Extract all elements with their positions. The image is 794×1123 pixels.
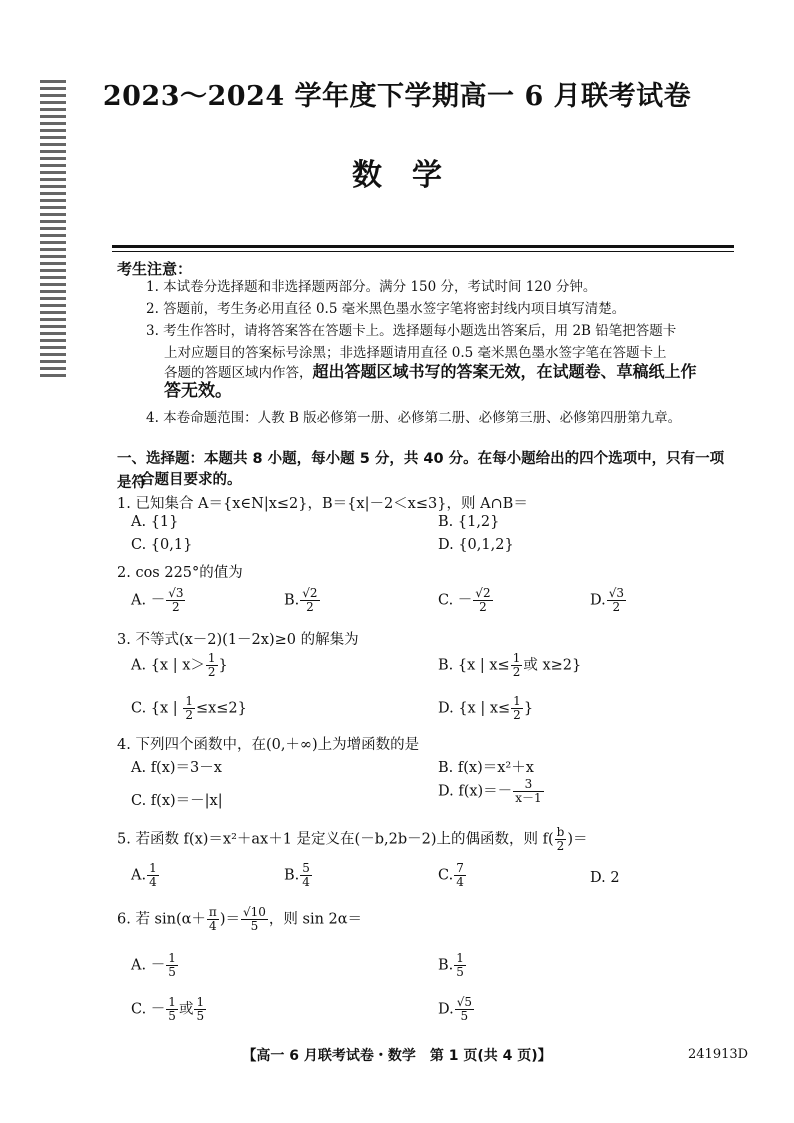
note-2: 2. 答题前，考生务必用直径 0.5 毫米黑色墨水签字笔将密封线内项目填写清楚。 <box>146 301 626 317</box>
q4-option-d <box>438 778 545 805</box>
frac-den: 2 <box>513 708 521 722</box>
frac-den: 2 <box>512 665 521 679</box>
frac-num: 1 <box>168 951 176 965</box>
q6-d-frac <box>455 996 474 1023</box>
q6-stem-mid: )＝ <box>219 911 240 928</box>
q3-c-post: ≤x≤2} <box>195 700 247 717</box>
frac-den: 4 <box>149 875 157 889</box>
frac-den: 2 <box>207 665 216 679</box>
q2-option-b <box>284 587 321 614</box>
q5-option-d: D. 2 <box>590 870 620 886</box>
frac-num: 1 <box>168 995 176 1009</box>
frac-den: 2 <box>612 600 621 614</box>
q1-option-d: D. {0,1,2} <box>438 537 514 553</box>
q2-c-frac <box>473 587 492 614</box>
frac-num: √2 <box>302 586 318 600</box>
q3-option-b <box>438 652 581 679</box>
q2-c-label: C. － <box>438 592 473 609</box>
q5-option-a <box>131 862 160 889</box>
frac-num: √2 <box>475 586 491 600</box>
q2-option-a <box>131 587 186 614</box>
notes-heading: 考生注意： <box>117 260 193 278</box>
q4-option-b: B. f(x)＝x²＋x <box>438 760 534 776</box>
q6-b-label: B. <box>438 957 454 974</box>
frac-num: 1 <box>513 694 521 708</box>
q3-c-frac <box>183 695 195 722</box>
q6-c-label: C. － <box>131 1001 166 1018</box>
question-2: 2. cos 225°的值为 <box>117 565 243 581</box>
q3-a-frac <box>206 652 218 679</box>
note-3-plain: 各题的答题区域内作答， <box>164 365 313 381</box>
q1-option-c: C. {0,1} <box>131 537 193 553</box>
frac-den: x－1 <box>515 791 542 805</box>
frac-num: π <box>208 905 217 919</box>
q3-d-pre: D. {x | x≤ <box>438 700 511 717</box>
q2-d-frac <box>607 587 626 614</box>
frac-den: 4 <box>456 875 464 889</box>
frac-den: 5 <box>196 1009 205 1023</box>
q3-c-pre: C. {x | <box>131 700 183 717</box>
q3-option-a <box>131 652 228 679</box>
frac-den: 4 <box>209 919 217 933</box>
note-3: 3. 考生作答时，请将答案答在答题卡上。选择题每小题选出答案后，用 2B 铅笔把答题卡 <box>146 323 677 339</box>
q3-b-frac <box>511 652 523 679</box>
q3-a-post: } <box>218 657 228 674</box>
q6-b-frac <box>454 952 466 979</box>
q2-a-frac <box>166 587 185 614</box>
q4-option-a: A. f(x)＝3－x <box>131 760 222 776</box>
frac-num: 1 <box>149 861 157 875</box>
q3-d-frac <box>511 695 523 722</box>
binding-margin-strip <box>40 80 66 380</box>
q5-b-label: B. <box>284 867 300 884</box>
q1-option-a: A. {1} <box>131 514 179 530</box>
frac-den: 5 <box>168 1009 176 1023</box>
frac-num: 1 <box>207 651 216 665</box>
frac-num: 1 <box>196 995 205 1009</box>
page-footer: 【高一 6 月联考试卷・数学 第 1 页(共 4 页)】 <box>242 1048 552 1064</box>
q6-d-label: D. <box>438 1001 454 1018</box>
note-1: 1. 本试卷分选择题和非选择题两部分。满分 150 分，考试时间 120 分钟。 <box>146 279 597 295</box>
q2-option-d <box>590 587 627 614</box>
q5-b-frac <box>300 862 312 889</box>
q5-c-label: C. <box>438 867 454 884</box>
exam-title: 2023～2024 学年度下学期高一 6 月联考试卷 <box>102 81 692 112</box>
q6-stem-frac-pi <box>207 906 219 933</box>
q2-a-label: A. － <box>131 592 166 609</box>
subject-title: 数学 <box>352 158 472 193</box>
q6-c-or: 或 <box>178 1001 194 1018</box>
q5-a-label: A. <box>131 867 147 884</box>
frac-den: 5 <box>168 965 176 979</box>
frac-den: 2 <box>185 708 193 722</box>
q2-b-label: B. <box>284 592 300 609</box>
q6-option-c <box>131 996 207 1023</box>
q1-option-b: B. {1,2} <box>438 514 500 530</box>
q5-option-c <box>438 862 467 889</box>
note-3-cont: 上对应题目的答案标号涂黑；非选择题请用直径 0.5 毫米黑色墨水签字笔在答题卡上 <box>164 345 667 361</box>
question-4: 4. 下列四个函数中，在(0,＋∞)上为增函数的是 <box>117 737 420 753</box>
q5-stem-post: )＝ <box>567 831 588 848</box>
frac-den: 2 <box>556 839 565 853</box>
q3-b-post: 或 x≥2} <box>523 657 582 674</box>
q6-c-frac-2 <box>194 996 206 1023</box>
frac-num: √3 <box>608 586 624 600</box>
q6-a-label: A. － <box>131 957 166 974</box>
q6-option-a <box>131 952 179 979</box>
frac-num: 3 <box>513 778 543 792</box>
frac-num: √5 <box>456 995 472 1009</box>
frac-den: 2 <box>172 600 180 614</box>
frac-den: 5 <box>250 919 259 933</box>
q5-c-frac <box>454 862 466 889</box>
q6-option-b <box>438 952 467 979</box>
q2-option-c <box>438 587 494 614</box>
section-heading: 一、选择题：本题共 8 小题，每小题 5 分，共 40 分。在每小题给出的四个选项中，只有一项是符 <box>117 451 725 491</box>
frac-den: 5 <box>460 1009 469 1023</box>
q5-stem-pre: 5. 若函数 f(x)＝x²＋ax＋1 是定义在(－b,2b－2)上的偶函数，则 f( <box>117 831 554 848</box>
question-6 <box>117 906 362 933</box>
note-3-emphasis-end: 答无效。 <box>164 381 232 401</box>
frac-den: 5 <box>456 965 464 979</box>
frac-num: √10 <box>242 905 266 919</box>
frac-num: 7 <box>456 861 464 875</box>
q3-option-d <box>438 695 533 722</box>
frac-num: 1 <box>185 694 193 708</box>
frac-num: √3 <box>168 586 184 600</box>
q4-d-pre: D. f(x)＝－ <box>438 783 513 800</box>
q6-stem-frac-root <box>241 906 268 933</box>
q6-stem-pre: 6. 若 sin(α＋ <box>117 911 206 928</box>
q5-option-b <box>284 862 313 889</box>
frac-num: 1 <box>512 651 521 665</box>
frac-num: 5 <box>302 861 310 875</box>
q5-a-frac <box>147 862 159 889</box>
q2-d-label: D. <box>590 592 606 609</box>
q3-b-pre: B. {x | x≤ <box>438 657 510 674</box>
section-heading-cont: 合题目要求的。 <box>140 472 242 488</box>
frac-den: 2 <box>479 600 487 614</box>
note-3-emphasis: 超出答题区域书写的答案无效，在试题卷、草稿纸上作 <box>312 362 697 381</box>
q6-a-frac <box>166 952 178 979</box>
q3-d-post: } <box>523 700 534 717</box>
question-1: 1. 已知集合 A＝{x∈N|x≤2}，B＝{x|－2＜x≤3}，则 A∩B＝ <box>117 496 528 512</box>
question-5 <box>117 826 588 853</box>
q6-option-d <box>438 996 475 1023</box>
q6-stem-post: ，则 sin 2α＝ <box>268 911 363 928</box>
question-3: 3. 不等式(x－2)(1－2x)≥0 的解集为 <box>117 632 359 648</box>
q3-a-pre: A. {x | x＞ <box>131 657 205 674</box>
note-4: 4. 本卷命题范围：人教 B 版必修第一册、必修第二册、必修第三册、必修第四册第九章。 <box>146 410 682 426</box>
frac-num: 1 <box>456 951 464 965</box>
frac-den: 2 <box>306 600 314 614</box>
q4-option-c: C. f(x)＝－|x| <box>131 793 223 809</box>
paper-code: 241913D <box>688 1047 749 1062</box>
q3-option-c <box>131 695 247 722</box>
q4-d-frac <box>513 778 543 805</box>
q6-c-frac-1 <box>166 996 178 1023</box>
header-divider <box>112 245 734 248</box>
q5-stem-frac <box>555 826 567 853</box>
frac-den: 4 <box>302 875 310 889</box>
q2-b-frac <box>300 587 319 614</box>
frac-num: b <box>556 825 565 839</box>
header-divider-thin <box>112 251 734 252</box>
